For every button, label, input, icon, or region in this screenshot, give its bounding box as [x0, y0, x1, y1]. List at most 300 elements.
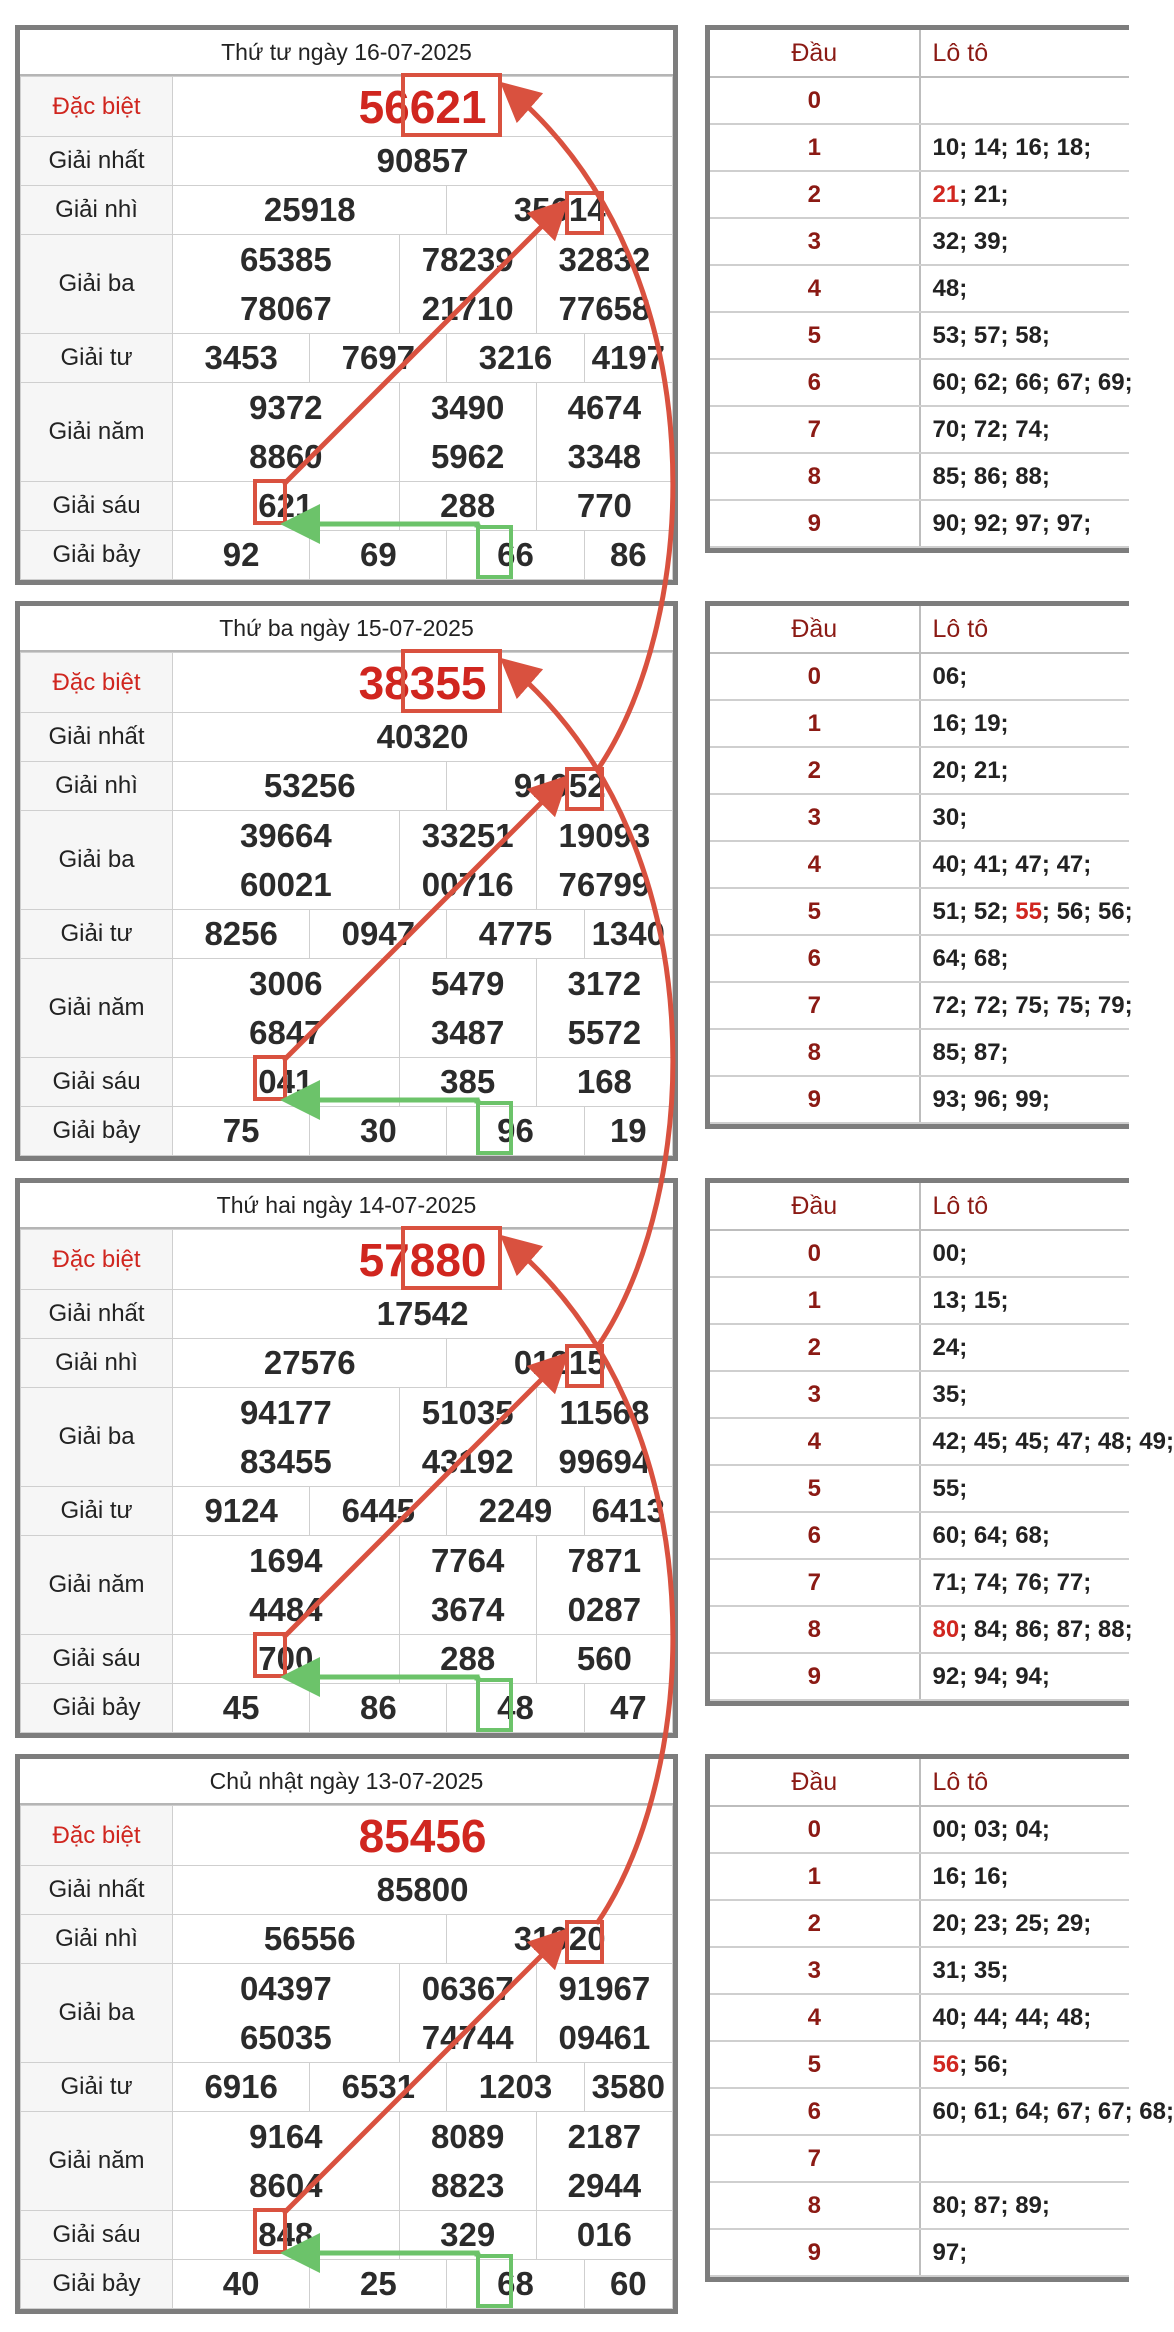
prize-number: 30 — [359, 1112, 397, 1149]
loto-text: 30; — [932, 803, 968, 831]
loto-head-digit: 4 — [710, 841, 920, 888]
prize-number-cell — [173, 137, 673, 186]
row-fourth — [21, 910, 673, 959]
loto-values — [920, 982, 1133, 1029]
prize-number: 75 — [222, 1112, 260, 1149]
prize-number-cell — [173, 2112, 400, 2211]
loto-row — [710, 453, 1129, 500]
loto-head-digit: 3 — [710, 794, 920, 841]
prize-number: 3674 — [430, 1591, 505, 1628]
prize-number-cell — [173, 1684, 310, 1733]
loto-values — [920, 747, 1130, 794]
prize-number-cell — [399, 383, 536, 482]
prize-number: 60021 — [239, 866, 332, 903]
prize-number: 6413 — [591, 1492, 665, 1529]
prize-number: 21710 — [421, 290, 514, 327]
loto-row — [710, 888, 1129, 935]
loto-values — [920, 1559, 1130, 1606]
prize-number: 385 — [440, 1063, 496, 1100]
draw-date-title: Thứ ba ngày 15-07-2025 — [20, 606, 673, 652]
loto-text: 70; 72; 74; — [932, 415, 1050, 443]
prize-number: 25 — [359, 2265, 397, 2302]
row-sixth — [21, 1058, 673, 1107]
loto-row — [710, 2088, 1129, 2135]
prize-number: 6531 — [341, 2068, 416, 2105]
loto-head-digit: 3 — [710, 1371, 920, 1418]
prize-number-cell — [173, 1915, 447, 1964]
prize-number-cell — [447, 2063, 584, 2112]
prize-number: 621 — [258, 487, 314, 524]
draw-date-title: Chủ nhật ngày 13-07-2025 — [20, 1759, 673, 1805]
prize-number: 4674 — [567, 389, 642, 426]
loto-values — [920, 935, 1130, 982]
prize-number: 86 — [359, 1689, 397, 1726]
loto-row — [710, 841, 1129, 888]
prize-number-cell — [536, 2211, 672, 2260]
prize-label: Đặc biệt — [21, 653, 173, 713]
results-table — [15, 1178, 678, 1738]
loto-row — [710, 1277, 1129, 1324]
loto-row — [710, 124, 1129, 171]
prize-number-cell — [584, 2063, 672, 2112]
loto-table — [705, 25, 1133, 553]
loto-text: 80; 87; 89; — [932, 2191, 1050, 2219]
prize-number: 19 — [609, 1112, 647, 1149]
prize-number-cell — [310, 2063, 447, 2112]
prize-number: 91967 — [558, 1970, 651, 2007]
loto-row — [710, 406, 1129, 453]
prize-label: Đặc biệt — [21, 1806, 173, 1866]
prize-table — [20, 1229, 673, 1733]
prize-number-cell — [173, 1107, 310, 1156]
loto-text: ; 21; — [959, 180, 1009, 208]
row-first — [21, 1866, 673, 1915]
prize-number-cell — [173, 531, 310, 580]
loto-table — [705, 1754, 1174, 2282]
loto-text: 24; — [932, 1333, 968, 1361]
loto-head-digit: 2 — [710, 171, 920, 218]
prize-number: 96 — [497, 1112, 534, 1149]
loto-values — [920, 1806, 1130, 1853]
prize-label: Giải nhì — [21, 186, 173, 235]
prize-number-cell — [310, 910, 447, 959]
loto-values — [920, 1653, 1130, 1700]
loto-row — [710, 1653, 1129, 1700]
loto-values — [920, 406, 1130, 453]
loto-values — [920, 1230, 1130, 1277]
prize-number-cell — [173, 653, 673, 713]
prize-number: 848 — [258, 2216, 314, 2253]
loto-text: 20; 23; 25; 29; — [932, 1909, 1092, 1937]
prize-number: 68 — [497, 2265, 534, 2302]
loto-text: 32; 39; — [932, 227, 1009, 255]
loto-head-digit: 5 — [710, 1465, 920, 1512]
prize-number-cell — [399, 1536, 536, 1635]
prize-number-cell — [399, 235, 536, 334]
loto-values — [920, 794, 1130, 841]
loto-values — [920, 77, 1130, 124]
loto-head-digit: 4 — [710, 1418, 920, 1465]
prize-number: 2187 — [567, 2118, 642, 2155]
loto-row — [710, 982, 1129, 1029]
prize-number: 288 — [440, 1640, 496, 1677]
loto-row — [710, 1606, 1129, 1653]
prize-number-cell — [173, 1487, 310, 1536]
prize-number: 45 — [222, 1689, 260, 1726]
prize-number-cell — [584, 1107, 672, 1156]
loto-text: 71; 74; 76; 77; — [932, 1568, 1092, 1596]
prize-number: 01215 — [513, 1344, 606, 1381]
loto-row — [710, 171, 1129, 218]
row-third — [21, 811, 673, 910]
loto-values — [920, 841, 1130, 888]
prize-number-cell — [173, 1388, 400, 1487]
prize-label: Giải bảy — [21, 1107, 173, 1156]
loto-values — [920, 1465, 1130, 1512]
row-fifth — [21, 383, 673, 482]
row-third — [21, 235, 673, 334]
loto-head-digit: 0 — [710, 77, 920, 124]
loto-row — [710, 747, 1129, 794]
prize-number: 2944 — [567, 2167, 642, 2204]
prize-number-cell — [173, 1964, 400, 2063]
prize-number-cell — [536, 1536, 672, 1635]
loto-values — [920, 1029, 1130, 1076]
prize-number-cell — [173, 383, 400, 482]
prize-number: 6916 — [204, 2068, 278, 2105]
loto-head-digit: 7 — [710, 2135, 920, 2182]
loto-row — [710, 2041, 1129, 2088]
prize-number: 74744 — [421, 2019, 514, 2056]
prize-number-cell — [310, 334, 447, 383]
loto-head-digit: 0 — [710, 1230, 920, 1277]
loto-values — [920, 1512, 1130, 1559]
loto-values — [920, 888, 1133, 935]
prize-number: 66 — [497, 536, 534, 573]
prize-number: 25918 — [263, 191, 356, 228]
prize-number: 9372 — [249, 389, 323, 426]
loto-text: 53; 57; 58; — [932, 321, 1050, 349]
prize-number-cell — [399, 2211, 536, 2260]
prize-number: 3453 — [204, 339, 278, 376]
prize-number: 1340 — [591, 915, 665, 952]
row-special — [21, 1230, 673, 1290]
prize-number: 40 — [222, 2265, 260, 2302]
loto-head-digit: 6 — [710, 935, 920, 982]
prize-label: Giải ba — [21, 811, 173, 910]
prize-number: 27576 — [263, 1344, 356, 1381]
loto-text: 51; 52; — [932, 897, 1016, 925]
prize-number: 6847 — [249, 1014, 323, 1051]
prize-number: 3216 — [478, 339, 553, 376]
prize-number: 3348 — [567, 438, 642, 475]
loto-head-digit: 4 — [710, 1994, 920, 2041]
prize-number: 56556 — [263, 1920, 356, 1957]
prize-number: 43192 — [421, 1443, 514, 1480]
loto-head-digit: 7 — [710, 406, 920, 453]
prize-number-cell — [173, 235, 400, 334]
prize-label: Giải nhất — [21, 713, 173, 762]
prize-number-cell — [399, 1388, 536, 1487]
loto-text: 06; — [932, 662, 968, 690]
prize-number: 31920 — [513, 1920, 606, 1957]
prize-label: Giải năm — [21, 959, 173, 1058]
loto-values — [920, 1853, 1130, 1900]
prize-number: 0287 — [567, 1591, 642, 1628]
loto-head-digit: 2 — [710, 1900, 920, 1947]
prize-number-cell — [536, 1635, 672, 1684]
prize-number: 700 — [258, 1640, 314, 1677]
prize-number-cell — [447, 334, 584, 383]
prize-number-cell — [399, 811, 536, 910]
prize-label: Giải sáu — [21, 482, 173, 531]
loto-row — [710, 2182, 1129, 2229]
prize-number-cell — [173, 959, 400, 1058]
row-first — [21, 1290, 673, 1339]
special-number: 38355 — [358, 656, 487, 709]
prize-number-cell — [584, 2260, 672, 2309]
loto-head-digit: 5 — [710, 888, 920, 935]
prize-number: 288 — [440, 487, 496, 524]
prize-number-cell — [447, 531, 584, 580]
loto-head-digit: 1 — [710, 124, 920, 171]
prize-number: 92 — [222, 536, 260, 573]
loto-values — [920, 171, 1130, 218]
loto-text: 85; 87; — [932, 1038, 1009, 1066]
prize-table — [20, 76, 673, 580]
prize-number-cell — [536, 482, 672, 531]
row-fourth — [21, 2063, 673, 2112]
prize-label: Giải sáu — [21, 1058, 173, 1107]
prize-label: Giải ba — [21, 1964, 173, 2063]
prize-number: 90857 — [376, 142, 469, 179]
prize-table — [20, 1805, 673, 2309]
loto-header-dau: Đầu — [710, 1183, 920, 1230]
prize-label: Giải năm — [21, 2112, 173, 2211]
prize-number: 86 — [609, 536, 647, 573]
prize-number: 94177 — [239, 1394, 332, 1431]
prize-number: 32832 — [558, 241, 651, 278]
prize-number: 3580 — [591, 2068, 665, 2105]
prize-number-cell — [536, 235, 672, 334]
prize-number: 560 — [576, 1640, 632, 1677]
loto-text: 10; 14; 16; 18; — [932, 133, 1092, 161]
row-sixth — [21, 482, 673, 531]
loto-values — [920, 2135, 1130, 2182]
prize-label: Giải tư — [21, 1487, 173, 1536]
loto-row — [710, 1230, 1129, 1277]
row-second — [21, 1339, 673, 1388]
prize-number-cell — [447, 910, 584, 959]
row-fifth — [21, 959, 673, 1058]
prize-number: 33251 — [421, 817, 514, 854]
row-second — [21, 186, 673, 235]
loto-head-digit: 1 — [710, 700, 920, 747]
prize-number: 9164 — [249, 2118, 323, 2155]
prize-number-cell — [173, 1635, 400, 1684]
prize-number: 65035 — [239, 2019, 332, 2056]
loto-head-digit: 9 — [710, 2229, 920, 2276]
prize-number: 8860 — [249, 438, 323, 475]
loto-row — [710, 794, 1129, 841]
loto-row — [710, 1465, 1129, 1512]
loto-values — [920, 1994, 1130, 2041]
results-table — [15, 601, 678, 1161]
loto-row — [710, 2229, 1129, 2276]
loto-text: 60; 64; 68; — [932, 1521, 1050, 1549]
draw-date-title: Thứ tư ngày 16-07-2025 — [20, 30, 673, 76]
prize-number: 168 — [576, 1063, 632, 1100]
prize-number: 4484 — [249, 1591, 323, 1628]
loto-row — [710, 218, 1129, 265]
prize-number-cell — [173, 1536, 400, 1635]
prize-number-cell — [310, 2260, 447, 2309]
loto-row — [710, 265, 1129, 312]
prize-number-cell — [584, 910, 672, 959]
row-fifth — [21, 1536, 673, 1635]
prize-number-cell — [173, 713, 673, 762]
loto-values — [920, 2088, 1174, 2135]
prize-label: Giải nhì — [21, 762, 173, 811]
prize-number-cell — [447, 1107, 584, 1156]
prize-number-cell — [173, 1866, 673, 1915]
prize-number: 60 — [609, 2265, 647, 2302]
loto-values — [920, 1277, 1130, 1324]
loto-head-digit: 8 — [710, 453, 920, 500]
results-table — [15, 1754, 678, 2314]
loto-values — [920, 2182, 1130, 2229]
prize-number-cell — [173, 1230, 673, 1290]
loto-values — [920, 218, 1130, 265]
loto-header-loto: Lô tô — [920, 1759, 1130, 1806]
loto-row — [710, 77, 1129, 124]
row-first — [21, 137, 673, 186]
prize-label: Giải nhì — [21, 1915, 173, 1964]
loto-special-tail: 21 — [932, 180, 960, 208]
loto-row — [710, 2135, 1129, 2182]
prize-number-cell — [584, 1487, 672, 1536]
special-number: 57880 — [358, 1233, 487, 1286]
prize-number-cell — [447, 186, 673, 235]
prize-number-cell — [173, 1339, 447, 1388]
loto-header-dau: Đầu — [710, 30, 920, 77]
row-first — [21, 713, 673, 762]
prize-label: Giải sáu — [21, 1635, 173, 1684]
loto-head-digit: 4 — [710, 265, 920, 312]
loto-text: 40; 44; 44; 48; — [932, 2003, 1092, 2031]
loto-text: 85; 86; 88; — [932, 462, 1050, 490]
loto-row — [710, 1900, 1129, 1947]
loto-header-dau: Đầu — [710, 1759, 920, 1806]
loto-text: 35; — [932, 1380, 968, 1408]
row-seventh — [21, 531, 673, 580]
loto-header-loto: Lô tô — [920, 1183, 1130, 1230]
loto-head-digit: 2 — [710, 747, 920, 794]
prize-number-cell — [447, 1684, 584, 1733]
loto-values — [920, 124, 1130, 171]
row-second — [21, 1915, 673, 1964]
loto-values — [920, 1076, 1130, 1123]
prize-label: Giải tư — [21, 910, 173, 959]
loto-table — [705, 601, 1133, 1129]
prize-number: 2249 — [478, 1492, 553, 1529]
prize-label: Giải nhất — [21, 1290, 173, 1339]
row-seventh — [21, 2260, 673, 2309]
prize-number: 35614 — [513, 191, 606, 228]
loto-text: 20; 21; — [932, 756, 1009, 784]
loto-header-loto: Lô tô — [920, 30, 1130, 77]
prize-number-cell — [173, 1058, 400, 1107]
loto-row — [710, 935, 1129, 982]
loto-head-digit: 9 — [710, 1653, 920, 1700]
prize-number-cell — [173, 762, 447, 811]
prize-label: Giải bảy — [21, 1684, 173, 1733]
prize-number-cell — [399, 1635, 536, 1684]
prize-number-cell — [173, 2063, 310, 2112]
prize-number-cell — [399, 1964, 536, 2063]
prize-number-cell — [173, 811, 400, 910]
loto-header-loto: Lô tô — [920, 606, 1130, 653]
prize-number: 47 — [609, 1689, 647, 1726]
prize-number-cell — [173, 1806, 673, 1866]
prize-number: 06367 — [421, 1970, 514, 2007]
loto-row — [710, 1994, 1129, 2041]
prize-number: 770 — [576, 487, 632, 524]
loto-row — [710, 312, 1129, 359]
loto-values — [920, 500, 1130, 547]
loto-head-digit: 8 — [710, 2182, 920, 2229]
loto-text: ; 56; — [959, 2050, 1009, 2078]
loto-values — [920, 1947, 1130, 1994]
prize-number-cell — [447, 1487, 584, 1536]
prize-label: Giải ba — [21, 1388, 173, 1487]
loto-head-digit: 3 — [710, 218, 920, 265]
prize-number-cell — [447, 762, 673, 811]
loto-table — [705, 1178, 1174, 1706]
prize-number: 5962 — [430, 438, 505, 475]
loto-row — [710, 1324, 1129, 1371]
loto-values — [920, 700, 1130, 747]
prize-number: 48 — [497, 1689, 534, 1726]
prize-label: Giải năm — [21, 383, 173, 482]
prize-number: 09461 — [558, 2019, 651, 2056]
prize-label: Giải nhì — [21, 1339, 173, 1388]
prize-number: 041 — [258, 1063, 314, 1100]
loto-special-tail: 56 — [932, 2050, 960, 2078]
prize-number-cell — [173, 1290, 673, 1339]
loto-head-digit: 7 — [710, 1559, 920, 1606]
results-table — [15, 25, 678, 585]
prize-number: 3490 — [430, 389, 505, 426]
prize-number: 53256 — [263, 767, 356, 804]
row-fourth — [21, 334, 673, 383]
prize-number: 7697 — [341, 339, 416, 376]
loto-values — [920, 453, 1130, 500]
prize-number: 78239 — [421, 241, 514, 278]
prize-number: 3487 — [430, 1014, 505, 1051]
prize-label: Giải nhất — [21, 137, 173, 186]
prize-number-cell — [399, 1058, 536, 1107]
loto-text: 55; — [932, 1474, 968, 1502]
prize-number: 17542 — [376, 1295, 469, 1332]
row-sixth — [21, 2211, 673, 2260]
prize-number-cell — [536, 959, 672, 1058]
prize-number: 7871 — [567, 1542, 642, 1579]
prize-label: Giải bảy — [21, 531, 173, 580]
loto-row — [710, 1029, 1129, 1076]
prize-number: 11568 — [559, 1394, 650, 1431]
loto-text: 64; 68; — [932, 944, 1009, 972]
